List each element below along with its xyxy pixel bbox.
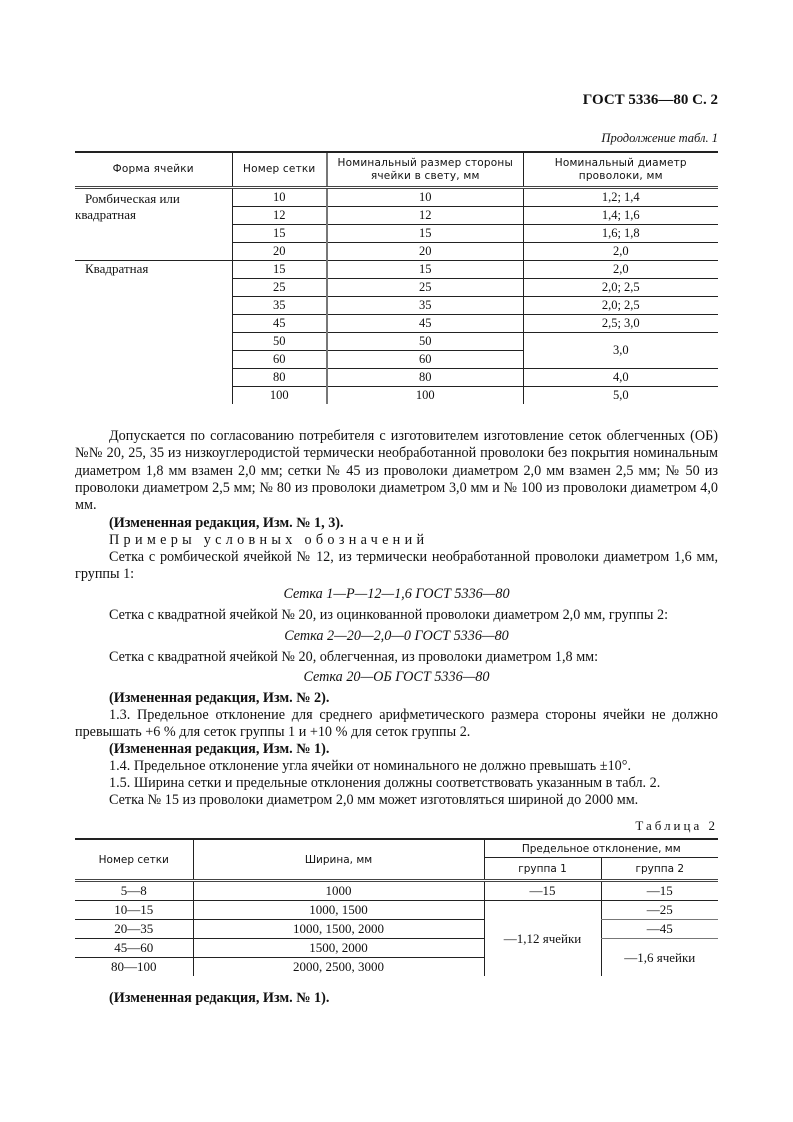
- paragraph-lightweight-note: Допускается по согласованию потребителя с изготовителем изготовление сеток облегченных (ОБ) №№ 20, 25, 35 из низкоуглеродистой термически необработанной проволоки без покрытия номинальным диаметром 1,8 мм взамен 2,0 мм; сетки № 45 из проволоки диаметром 2,0 мм взамен 2,5 мм; № 50 из проволоки диаметром 2,5 мм; № 80 из проволоки диаметром 3,0 мм и № 100 из проволоки диаметром 4,0 мм.: [75, 428, 718, 514]
- table-2: [75, 838, 718, 976]
- table-continuation-label: Продолжение табл. 1: [601, 131, 718, 145]
- cell-width: 1500, 2000: [193, 939, 484, 958]
- cell-size: 15: [327, 261, 523, 279]
- cell-size: 10: [327, 188, 523, 207]
- cell-number: 20—35: [75, 920, 193, 939]
- cell-group-2: —1,6 ячейки: [601, 939, 718, 977]
- example-3-designation: Сетка 20—ОБ ГОСТ 5336—80: [303, 669, 490, 685]
- revision-note: (Измененная редакция, Изм. № 1).: [109, 741, 330, 757]
- cell-size: 15: [327, 225, 523, 243]
- cell-size: 35: [327, 297, 523, 315]
- header-cell-group-1: группа 1: [484, 858, 601, 881]
- paragraph-1-3: 1.3. Предельное отклонение для среднего арифметического размера стороны ячейки не должно превышать +6 % для сеток группы 1 и +10 % для сеток группы 2.: [75, 707, 718, 741]
- cell-number: 45: [232, 315, 327, 333]
- document-header-title: ГОСТ 5336—80 С. 2: [582, 92, 718, 108]
- cell-group-1: —15: [484, 881, 601, 901]
- cell-number: 80: [232, 369, 327, 387]
- table-row: [75, 920, 718, 939]
- table-1-header-row: [75, 152, 718, 188]
- cell-group-2: —25: [601, 901, 718, 920]
- cell-diameter: 2,0: [523, 243, 718, 261]
- cell-number: 20: [232, 243, 327, 261]
- cell-width: 1000, 1500, 2000: [193, 920, 484, 939]
- cell-diameter: 5,0: [523, 387, 718, 405]
- cell-group-2: —15: [601, 881, 718, 901]
- example-1-text: Сетка с ромбической ячейкой № 12, из термически необработанной проволоки диаметром 1,6 мм, группы 1:: [75, 549, 718, 583]
- cell-group-1: —1,12 ячейки: [484, 901, 601, 977]
- table-row: [75, 188, 718, 207]
- cell-diameter: 1,4; 1,6: [523, 207, 718, 225]
- example-3-text: Сетка с квадратной ячейкой № 20, облегченная, из проволоки диаметром 1,8 мм:: [109, 649, 599, 665]
- cell-size: 12: [327, 207, 523, 225]
- header-cell-size: Номинальный размер стороны ячейки в свету, мм: [327, 152, 523, 188]
- revision-note: (Измененная редакция, Изм. № 1, 3).: [109, 515, 344, 531]
- cell-diameter: 2,0; 2,5: [523, 279, 718, 297]
- table-row: [75, 939, 718, 958]
- header-cell-deviation: Предельное отклонение, мм: [484, 839, 718, 858]
- cell-diameter: 1,2; 1,4: [523, 188, 718, 207]
- cell-number: 100: [232, 387, 327, 405]
- cell-number: 25: [232, 279, 327, 297]
- example-2-text: Сетка с квадратной ячейкой № 20, из оцинкованной проволоки диаметром 2,0 мм, группы 2:: [109, 607, 669, 623]
- revision-note: (Измененная редакция, Изм. № 2).: [109, 690, 330, 706]
- cell-diameter: 4,0: [523, 369, 718, 387]
- cell-size: 45: [327, 315, 523, 333]
- table-row: [75, 901, 718, 920]
- paragraph-1-5: 1.5. Ширина сетки и предельные отклонения должны соответствовать указанным в табл. 2.: [109, 775, 661, 791]
- cell-size: 50: [327, 333, 523, 351]
- cell-group-2: —45: [601, 920, 718, 939]
- paragraph-1-5-note: Сетка № 15 из проволоки диаметром 2,0 мм может изготовляться шириной до 2000 мм.: [109, 792, 639, 808]
- cell-number: 5—8: [75, 881, 193, 901]
- header-cell-number: Номер сетки: [75, 839, 193, 881]
- cell-number: 15: [232, 225, 327, 243]
- revision-note: (Измененная редакция, Изм. № 1).: [109, 990, 330, 1006]
- examples-heading: Примеры условных обозначений: [109, 532, 429, 548]
- header-cell-diameter: Номинальный диаметр проволоки, мм: [523, 152, 718, 188]
- cell-number: 15: [232, 261, 327, 279]
- cell-size: 20: [327, 243, 523, 261]
- cell-number: 60: [232, 351, 327, 369]
- shape-label-rhombic: Ромбическая или квадратная: [75, 191, 180, 222]
- cell-size: 60: [327, 351, 523, 369]
- paragraph-1-4: 1.4. Предельное отклонение угла ячейки от номинального не должно превышать ±10°.: [109, 758, 631, 774]
- cell-size: 80: [327, 369, 523, 387]
- cell-width: 2000, 2500, 3000: [193, 958, 484, 977]
- cell-number: 45—60: [75, 939, 193, 958]
- cell-number: 80—100: [111, 959, 157, 974]
- cell-diameter: 2,0: [523, 261, 718, 279]
- header-cell-shape: Форма ячейки: [75, 152, 232, 188]
- cell-width: 1000: [193, 881, 484, 901]
- table-row: [75, 261, 718, 279]
- table-2-caption: Таблица 2: [635, 818, 718, 833]
- cell-number: 35: [232, 297, 327, 315]
- cell-size: 25: [327, 279, 523, 297]
- header-cell-group-2: группа 2: [601, 858, 718, 881]
- cell-number: 50: [232, 333, 327, 351]
- cell-width: 1000, 1500: [193, 901, 484, 920]
- header-cell-width: Ширина, мм: [193, 839, 484, 881]
- table-row: [75, 881, 718, 901]
- cell-diameter: 3,0: [523, 333, 718, 369]
- cell-diameter: 2,5; 3,0: [523, 315, 718, 333]
- cell-number: 12: [232, 207, 327, 225]
- example-1-designation: Сетка 1—Р—12—1,6 ГОСТ 5336—80: [283, 586, 510, 602]
- example-2-designation: Сетка 2—20—2,0—0 ГОСТ 5336—80: [284, 628, 509, 644]
- cell-number: 10: [232, 188, 327, 207]
- cell-size: 100: [327, 387, 523, 405]
- cell-diameter: 1,6; 1,8: [523, 225, 718, 243]
- header-cell-number: Номер сетки: [232, 152, 327, 188]
- cell-diameter: 2,0; 2,5: [523, 297, 718, 315]
- table-1: [75, 151, 718, 404]
- cell-number: 10—15: [75, 901, 193, 920]
- shape-label-square: Квадратная: [85, 261, 149, 276]
